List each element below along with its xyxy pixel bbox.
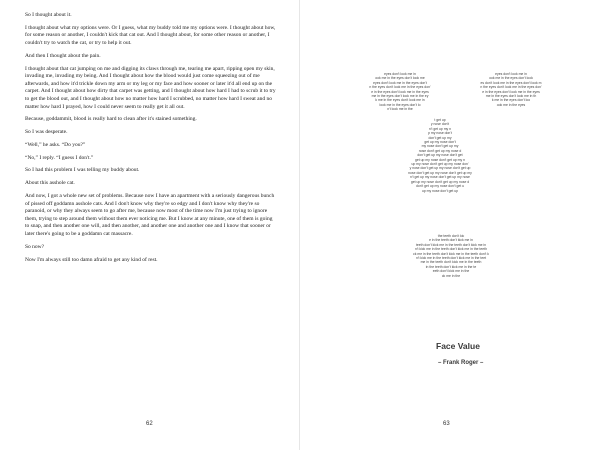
- paragraph: About this asshole cat.: [25, 180, 75, 187]
- calligram-line: e in the teeth don't kick me in: [429, 238, 473, 243]
- poem-author: – Frank Roger –: [438, 360, 484, 366]
- calligram-mouth: [386, 234, 516, 286]
- calligram-line: don't get up my: [428, 135, 452, 140]
- calligram-line: ck me in the teeth don't kick me in the teeth don't k: [413, 251, 489, 256]
- calligram-line: me in the teeth don't kick me in the teeth: [420, 260, 482, 265]
- calligram-line: n't get up my n: [428, 126, 452, 131]
- paragraph: “No,” I reply. “I guess I don't.”: [25, 154, 94, 161]
- paragraph: I thought about that cat jumping on me and digging its claws through me, tearing me apart, ripping open my skin, invading me, invading my being. And I thought about how the blood would just come squeezing out of me afterwards, and how it'd trickle down my arm or my leg or my face and how sooner or later it'd all end up on the carpet. And I thought about how dirty that carpet was getting, and I thought about how hard I had to scrub it to try to get the blood out, and I thought about how no matter how hard I scrubbed, no matter how hard I sweat and no matter how hard I prayed, how I could never seem to really get it all out.: [25, 65, 276, 110]
- calligram-line: n't look me in the: [387, 107, 413, 112]
- calligram-line: e in the eyes don't look me in the eyes: [371, 89, 429, 94]
- calligram-line: k me in the eyes don't look me in: [375, 98, 425, 103]
- calligram-line: look me in the eyes don't lo: [379, 102, 421, 107]
- paragraph: “Well,” he asks. “Do you?”: [25, 141, 86, 148]
- calligram-line: e in the eyes don't look me in the eyes: [482, 89, 540, 94]
- calligram-line: ck me in the: [441, 273, 461, 278]
- calligram-line: get up my nose don't: [424, 140, 456, 145]
- paragraph: I thought about what my options were. Or I guess, what my buddy told me my options were. I thought about how, for some reason or another, I couldn't kick that cat out. And I thought about, for some other reason or another, I couldn't try to watch the cat, or try to help it out.: [25, 24, 276, 46]
- calligram-line: teeth don't kick me in the teeth don't kick me in: [415, 242, 487, 247]
- story-text: [25, 12, 277, 269]
- paragraph: And now, I got a whole new set of problems. Because now I have an apartment with a seriously dangerous bunch of pissed off goddamn asshole cats. And I don't know why they're so edgy and I don't know why they're so paranoid, or why they always seem to go after me, because now most of the time now I'm just trying to ignore them, trying to step around them without them ever noticing me. But I know at any minute, one of them is going to snap, and then another one will, and then another, and another one and another one and I know that sooner or later there's going to be a goddamn cat massacre.: [25, 192, 275, 237]
- calligram-line: up my nose don't get up my nose don': [411, 162, 469, 167]
- paragraph: And then I thought about the pain.: [25, 52, 101, 59]
- calligram-line: the teeth don't kic: [437, 234, 465, 238]
- calligram-right-eye: [468, 72, 554, 124]
- calligram-line: y nose don't get up my nose don't get up: [409, 166, 471, 171]
- calligram-line: get up my nose don't get up my n: [414, 157, 466, 162]
- calligram-line: eyes don't look me in: [495, 72, 527, 76]
- calligram-left-eye: [340, 72, 460, 122]
- calligram-nose: [400, 118, 480, 226]
- calligram-line: eyes don't look me in: [384, 72, 416, 76]
- calligram-line: ook me in the eyes: [496, 102, 526, 107]
- calligram-line: n the eyes don't look me in the eyes don': [480, 85, 542, 90]
- paragraph: So I thought about it.: [25, 12, 72, 18]
- calligram-line: t get up: [434, 118, 446, 122]
- calligram-line: ook me in the eyes don't look: [489, 76, 533, 81]
- calligram-line: n't get up my nose don't get up my nose: [410, 175, 470, 180]
- page-number-right: 63: [443, 421, 450, 427]
- calligram-line: n the eyes don't look me in the eyes don': [369, 85, 431, 90]
- calligram-line: ook me in the eyes don't look me: [375, 76, 425, 81]
- calligram-line: eyes don't look me in the eyes don't: [373, 80, 427, 85]
- page-number-left: 62: [146, 421, 153, 427]
- paragraph: Now I'm always still too damn afraid to get any kind of rest.: [25, 256, 158, 263]
- paragraph: Because, goddammit, blood is really hard to clean after it's stained something.: [25, 116, 197, 123]
- calligram-line: nose don't get up my nose don't get up my: [408, 170, 472, 175]
- poem-title: Face Value: [436, 341, 480, 351]
- calligram-line: n't kick me in the teeth don't kick me in the teet: [415, 256, 487, 261]
- calligram-line: eeth don't kick me in the: [432, 269, 470, 274]
- calligram-line: don't get up my nose don't get u: [415, 184, 465, 189]
- calligram-line: my nose don't get up my: [421, 144, 459, 149]
- calligram-line: y nose don't: [430, 122, 450, 127]
- calligram-line: get up my nose don't get up my nose d: [410, 179, 470, 184]
- calligram-line: don't get up my nose don't get: [417, 153, 463, 158]
- calligram-line: p my nose don't: [428, 131, 452, 136]
- calligram-line: me in the eyes don't look me in the ey: [371, 94, 429, 99]
- paragraph: So I had this problem I was telling my buddy about.: [25, 167, 140, 174]
- calligram-line: es don't look me in the eyes don't look m: [480, 80, 542, 85]
- calligram-line: in the teeth don't kick me in the te: [425, 264, 477, 269]
- paragraph: So now?: [25, 243, 45, 250]
- calligram-line: n't kick me in the teeth don't kick me in the teeth: [415, 247, 487, 252]
- right-page: [300, 0, 600, 450]
- calligram-line: nose don't get up my nose d: [418, 148, 462, 153]
- calligram-line: k me in the eyes don't loo: [491, 98, 531, 103]
- paragraph: So I was desperate.: [25, 129, 68, 136]
- calligram-line: up my nose don't get up: [421, 188, 459, 193]
- calligram-line: me in the eyes don't look me in th: [485, 94, 537, 99]
